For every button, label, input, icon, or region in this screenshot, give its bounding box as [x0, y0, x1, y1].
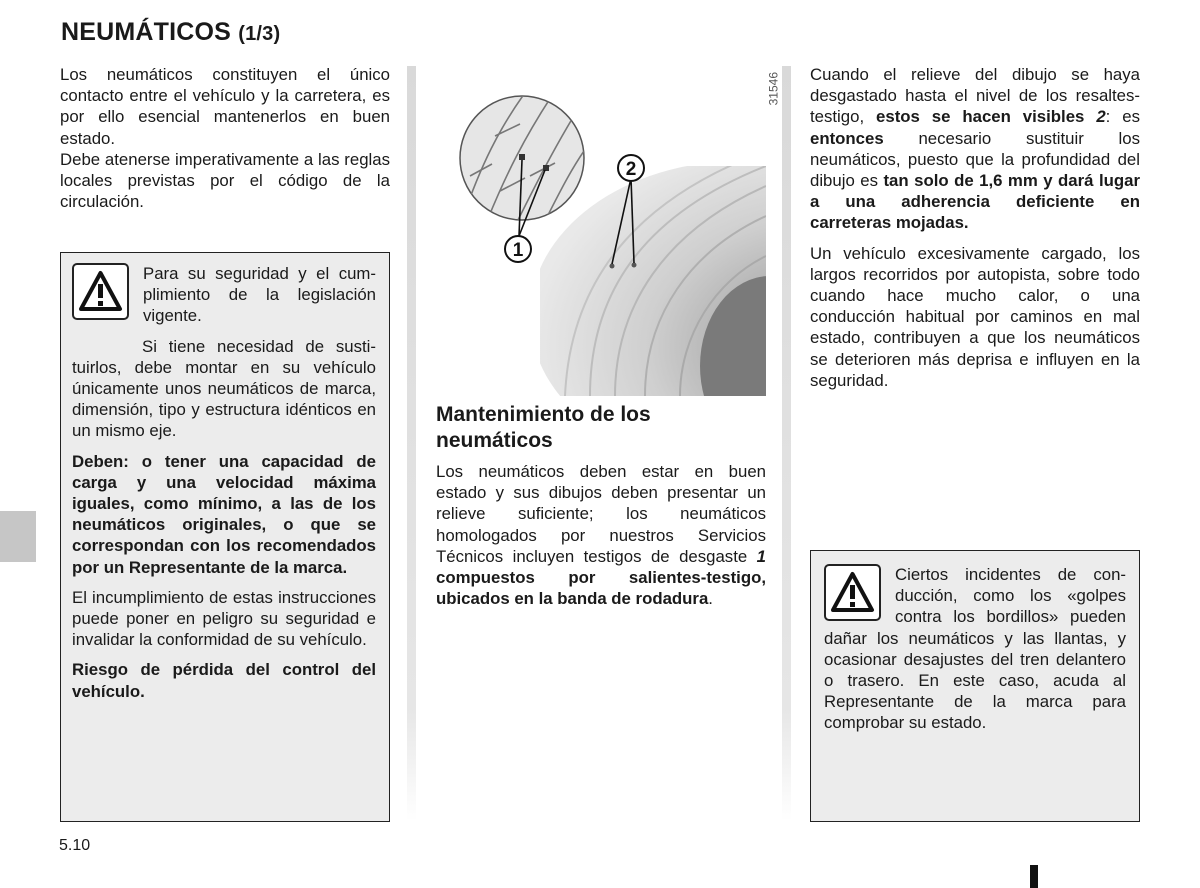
right-p1-e: entonces — [810, 128, 884, 148]
right-p1-ref-number: 2 — [1096, 107, 1106, 127]
maintenance-ref-number: 1 — [756, 546, 766, 566]
figure-number: 31546 — [766, 72, 781, 106]
maintenance-end: . — [708, 589, 713, 609]
column-separator-right — [782, 66, 791, 821]
warning-triangle-icon — [72, 263, 129, 320]
right-text — [810, 64, 1140, 391]
page-corner-mark — [1030, 865, 1038, 888]
warning-left-paragraph-2: Deben: o tener una capacidad de carga y una velocidad máxima iguales, como mínimo, a las de los neumáticos originales, o que se correspondan con los recomendados por un Representante de la marca. — [72, 451, 376, 577]
chapter-tab — [0, 511, 36, 562]
right-p1-d: : es — [1105, 107, 1140, 127]
page-number: 5.10 — [59, 837, 91, 854]
right-p1-f: necesario sustituir los neumáticos, puesto que la profundidad del dibujo es — [810, 128, 1140, 191]
warning-box-right-text — [824, 564, 1126, 734]
warning-box-right — [810, 550, 1140, 822]
warning-box-left — [60, 252, 390, 822]
right-p1-b: estos se hacen visibles — [876, 107, 1097, 127]
intro-paragraph-2: Debe atenerse imperativamente a las reglas locales previstas por el código de la circulación. — [60, 149, 390, 212]
page-title — [61, 18, 280, 47]
warning-box-left-text — [72, 263, 376, 702]
intro-paragraph-1: Los neumáticos constituyen el único contacto entre el vehículo y la carretera, es por ello esencial mantenerlos en buen estado. — [60, 65, 390, 148]
right-paragraph-1 — [810, 64, 1140, 234]
column-separator-left — [407, 66, 416, 821]
warning-left-paragraph-4: Riesgo de pérdida del control del vehículo. — [72, 660, 376, 701]
maintenance-bold: compuestos por salientes-testigo, ubicados en la banda de rodadura — [436, 568, 766, 609]
section-title: Mantenimiento de los neumáticos — [436, 403, 651, 452]
warning-left-paragraph-3: El incumplimiento de estas instrucciones puede poner en peligro su seguridad e invalidar la conformidad de su vehículo. — [72, 587, 376, 650]
warning-left-intro: Para su seguridad y el cumplimiento de la legislación vigente. — [143, 264, 376, 326]
right-p1-g: tan solo de 1,6 mm y dará lugar a una adherencia deficiente en carreteras mojadas. — [810, 171, 1140, 233]
warning-right-paragraph: Ciertos incidentes de conducción, como los «golpes contra los bordillos» pueden dañar los neumáticos y las llantas, y ocasionar desajustes del tren delantero o trasero. En este caso, acuda al Representante de la marca para comprobar su estado. — [824, 565, 1126, 733]
tire-wear-figure — [440, 66, 766, 396]
maintenance-body: Los neumáticos deben estar en buen estado y sus dibujos deben presentar un relieve suficiente; los neumáticos homologados por nuestros Servicios Técnicos incluyen testigos de desgaste — [436, 462, 766, 566]
callout-1-label: 1 — [512, 240, 524, 261]
callout-2-label: 2 — [625, 159, 637, 180]
warning-left-paragraph-1: Si tiene necesidad de sustituirlos, debe montar en su vehículo únicamente unos neumáticos de marca, dimensión, tipo y estructura idénticos en un mismo eje. — [72, 336, 376, 441]
page-title-text: NEUMÁTICOS — [61, 18, 232, 46]
maintenance-text — [436, 461, 766, 609]
intro-text — [60, 64, 390, 212]
page-title-part: (1/3) — [238, 23, 281, 45]
right-p1-a: Cuando el relieve del dibujo se haya desgastado hasta el nivel de los resaltes-testigo, — [810, 65, 1140, 127]
right-paragraph-2: Un vehículo excesivamente cargado, los largos recorridos por autopista, sobre todo cuando hace mucho calor, o una conducción habitual por caminos en mal estado, contribuyen a que los neumáticos se deterioren más deprisa e influyen en la seguridad. — [810, 243, 1140, 390]
maintenance-paragraph — [436, 461, 766, 609]
warning-triangle-icon — [824, 564, 881, 621]
